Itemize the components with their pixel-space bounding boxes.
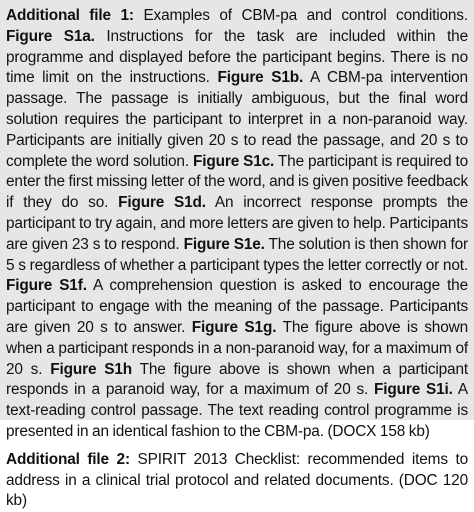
file-intro: Examples of CBM-pa and control conditions. [143,7,468,24]
figure-label: Figure S1b. [217,69,304,87]
additional-file-2 [6,450,468,512]
figure-label: Figure S1h [50,360,132,378]
file-intro: SPIRIT 2013 Checklist: recommended items to address in a clinical trial protocol and related documents. (DOC 120 kb) [6,450,468,510]
figure-description: The solution is then shown for 5 s regardless of whether a participant types the letter correctly or not. [6,235,468,274]
file-label: Additional file 2: [6,450,130,468]
figure-description: A text-reading control passage. The text reading control programme is presented in an identical fashion to the CBM-pa. (DOCX 158 kb) [6,381,468,440]
file-label: Additional file 1: [6,7,134,24]
additional-file-1 [6,6,468,443]
figure-description: The figure above is shown when a participant responds in a paranoid way, for a maximum of 20 s. [6,360,468,399]
figure-label: Figure S1c. [192,152,275,170]
figure-label: Figure S1a. [6,27,95,45]
figure-label: Figure S1i. [374,381,453,399]
figure-description: A comprehension question is asked to encourage the participant to engage with the meaning of the passage. Participants are given 20 s to answer. [6,277,469,336]
figure-description: The participant is required to enter the first missing letter of the word, and is given positive feedback if they do so. [6,152,468,212]
figure-description: The figure above is shown when a participant responds in a non-paranoid way, for a maximum of 20 s. [6,318,468,378]
figure-label: Figure S1f. [6,277,87,295]
figure-description: Instructions for the task are included within the programme and displayed before the participant begins. There is no time limit on the instructions. [6,27,468,87]
figure-description: A CBM-pa intervention passage. The passage is initially ambiguous, but the final word solution requires the participant to interpret in a non-paranoid way. Participants are initially given 20 s to read the passage, and 20 s to complete the word solution. [6,69,468,170]
figure-label: Figure S1e. [183,235,265,253]
figure-label: Figure S1g. [191,318,277,336]
figure-label: Figure S1d. [118,194,206,212]
figure-description: An incorrect response prompts the participant to try again, and more letters are given to help. Participants are given 23 s to respond. [6,194,468,253]
